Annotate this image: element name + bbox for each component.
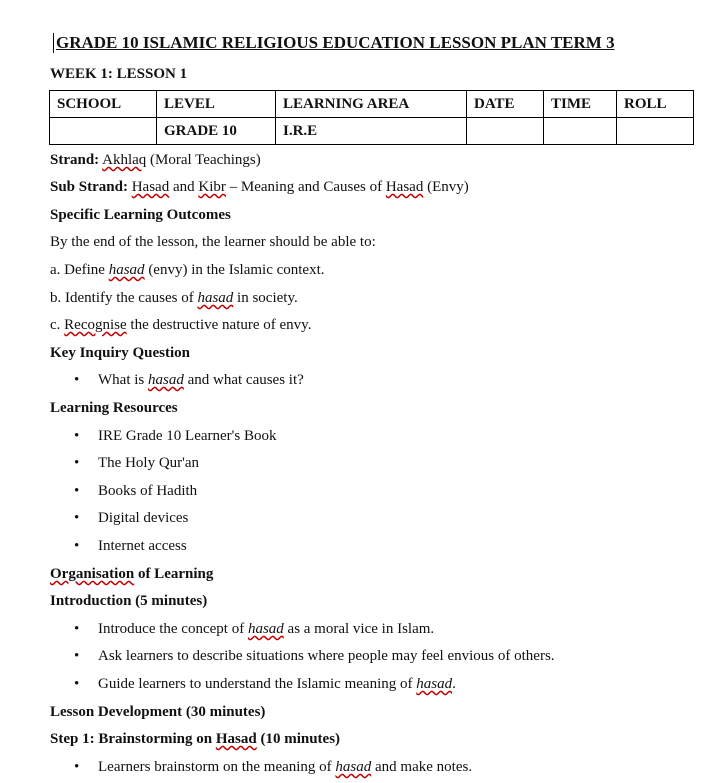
step1-pre: Step 1: Brainstorming on bbox=[50, 731, 216, 747]
organisation-rest: of Learning bbox=[134, 566, 214, 582]
substrand-text-2: – Meaning and Causes of bbox=[225, 179, 386, 195]
outcome-a-word: hasad bbox=[108, 262, 145, 278]
outcome-c-post: the destructive nature of envy. bbox=[126, 317, 312, 333]
slo-heading: Specific Learning Outcomes bbox=[50, 207, 231, 223]
intro3-post: . bbox=[452, 676, 456, 692]
outcome-c-word: Recognise bbox=[64, 317, 127, 333]
header-level: LEVEL bbox=[157, 91, 276, 118]
intro-item-1 bbox=[98, 619, 434, 639]
intro3-word: hasad bbox=[416, 676, 453, 692]
cell-time bbox=[544, 118, 617, 145]
header-school: SCHOOL bbox=[50, 91, 157, 118]
substrand-word-2: Kibr bbox=[198, 179, 226, 195]
strand-word: Akhlaq bbox=[102, 152, 147, 168]
intro-bullet: • bbox=[74, 621, 80, 637]
resources-heading: Learning Resources bbox=[50, 400, 178, 416]
outcome-a bbox=[50, 260, 325, 280]
intro-item-3 bbox=[98, 674, 456, 694]
substrand-word-3: Hasad bbox=[385, 179, 424, 195]
resource-item: Internet access bbox=[98, 538, 187, 554]
header-time: TIME bbox=[544, 91, 617, 118]
substrand-line bbox=[50, 177, 469, 197]
resource-bullet: • bbox=[74, 455, 80, 471]
strand-rest: (Moral Teachings) bbox=[146, 152, 261, 168]
substrand-word-1: Hasad bbox=[131, 179, 170, 195]
cell-level: GRADE 10 bbox=[157, 118, 276, 145]
step1-heading bbox=[50, 729, 340, 749]
slo-intro: By the end of the lesson, the learner should be able to: bbox=[50, 234, 376, 250]
strand-line bbox=[50, 150, 261, 170]
header-learning-area: LEARNING AREA bbox=[276, 91, 467, 118]
resource-item: Digital devices bbox=[98, 510, 189, 526]
kiq-heading: Key Inquiry Question bbox=[50, 345, 191, 361]
step1-bullet: • bbox=[74, 759, 80, 775]
resource-item: The Holy Qur'an bbox=[98, 455, 200, 471]
step1-word: Hasad bbox=[215, 731, 257, 747]
intro-bullet: • bbox=[74, 676, 80, 692]
resource-bullet: • bbox=[74, 510, 80, 526]
step1-post: (10 minutes) bbox=[256, 731, 341, 747]
outcome-c-pre: c. bbox=[50, 317, 65, 333]
strand-label: Strand: bbox=[50, 152, 100, 168]
intro-item-2: Ask learners to describe situations where people may feel envious of others. bbox=[98, 648, 555, 664]
substrand-label: Sub Strand: bbox=[50, 179, 128, 195]
intro1-word: hasad bbox=[247, 621, 284, 637]
outcome-b bbox=[50, 288, 298, 308]
week-lesson-label: WEEK 1: LESSON 1 bbox=[50, 66, 188, 82]
kiq-word: hasad bbox=[148, 372, 184, 388]
outcome-a-post: (envy) in the Islamic context. bbox=[144, 262, 325, 278]
step1-b-word: hasad bbox=[335, 759, 372, 775]
lesson-info-table bbox=[49, 90, 694, 145]
step1-item bbox=[98, 757, 472, 777]
introduction-heading: Introduction (5 minutes) bbox=[50, 593, 208, 609]
outcome-a-pre: a. Define bbox=[50, 262, 109, 278]
kiq-post: and what causes it? bbox=[183, 372, 304, 388]
cell-school bbox=[50, 118, 157, 145]
intro1-post: as a moral vice in Islam. bbox=[283, 621, 435, 637]
organisation-heading bbox=[50, 564, 213, 584]
organisation-word: Organisation bbox=[50, 566, 135, 582]
kiq-question bbox=[98, 370, 304, 390]
resource-bullet: • bbox=[74, 428, 80, 444]
header-roll: ROLL bbox=[617, 91, 694, 118]
intro1-pre: Introduce the concept of bbox=[98, 621, 248, 637]
outcome-b-pre: b. Identify the causes of bbox=[50, 290, 198, 306]
substrand-text-1: and bbox=[169, 179, 199, 195]
cell-learning-area: I.R.E bbox=[276, 118, 467, 145]
table-data-row bbox=[50, 118, 694, 145]
resource-item: Books of Hadith bbox=[98, 483, 198, 499]
resource-item: IRE Grade 10 Learner's Book bbox=[98, 428, 277, 444]
table-header-row bbox=[50, 91, 694, 118]
kiq-bullet: • bbox=[74, 372, 80, 388]
development-heading: Lesson Development (30 minutes) bbox=[50, 704, 266, 720]
cell-roll bbox=[617, 118, 694, 145]
resource-bullet: • bbox=[74, 538, 80, 554]
cell-date bbox=[467, 118, 544, 145]
outcome-b-word: hasad bbox=[197, 290, 234, 306]
outcome-b-post: in society. bbox=[233, 290, 298, 306]
step1-b-pre: Learners brainstorm on the meaning of bbox=[98, 759, 336, 775]
step1-b-post: and make notes. bbox=[371, 759, 473, 775]
resource-bullet: • bbox=[74, 483, 80, 499]
intro-bullet: • bbox=[74, 648, 80, 664]
intro3-pre: Guide learners to understand the Islamic meaning of bbox=[98, 676, 417, 692]
substrand-text-3: (Envy) bbox=[423, 179, 469, 195]
document-title: GRADE 10 ISLAMIC RELIGIOUS EDUCATION LESSON PLAN TERM 3 bbox=[53, 33, 676, 53]
header-date: DATE bbox=[467, 91, 544, 118]
outcome-c bbox=[50, 315, 311, 335]
kiq-pre: What is bbox=[98, 372, 148, 388]
